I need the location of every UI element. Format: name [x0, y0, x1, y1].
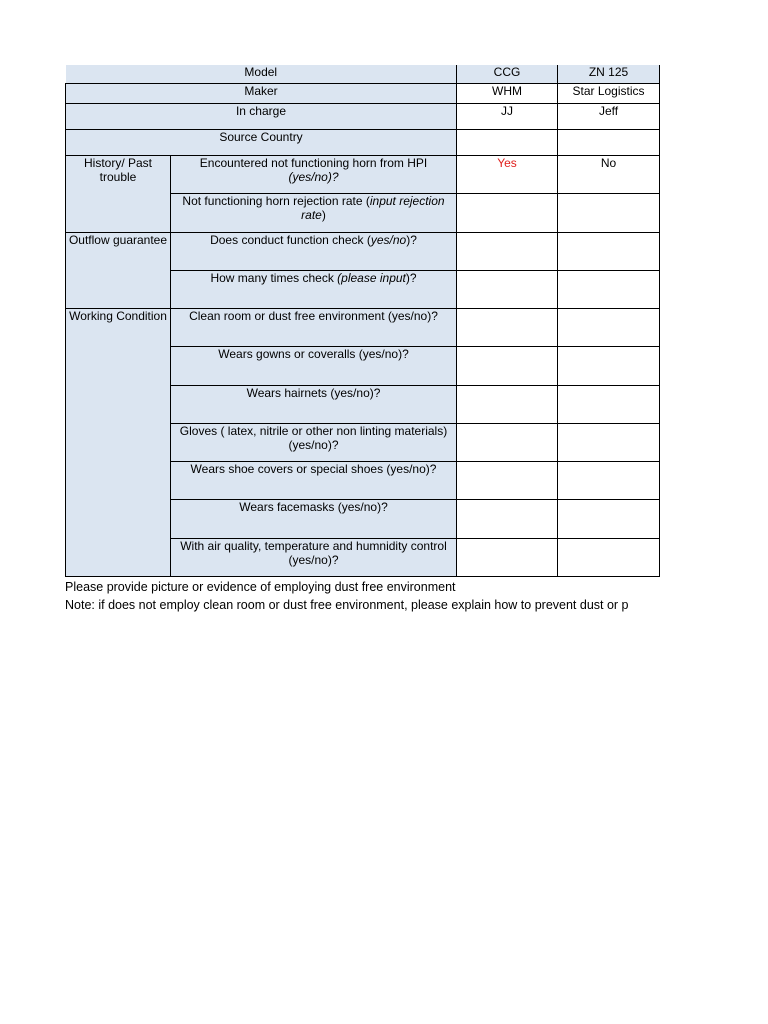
working-q6-answer-1[interactable] [457, 499, 558, 538]
working-row-1 [66, 308, 660, 346]
working-question-7: With air quality, temperature and humnidity control (yes/no)? [171, 538, 457, 576]
in-charge-row [66, 103, 660, 129]
dust-prevention-note: Note: if does not employ clean room or dust free environment, please explain how to prevent dust or p [65, 598, 629, 612]
in-charge-value-2[interactable]: Jeff [558, 103, 660, 129]
outflow-q2-answer-1[interactable] [457, 270, 558, 308]
model-value-2[interactable]: ZN 125 [558, 65, 660, 83]
supplier-survey-table [65, 65, 660, 577]
working-question-2: Wears gowns or coveralls (yes/no)? [171, 346, 457, 385]
working-q2-answer-2[interactable] [558, 346, 660, 385]
working-question-1: Clean room or dust free environment (yes/no)? [171, 308, 457, 346]
history-q1-text: Encountered not functioning horn from HPI [199, 155, 428, 170]
outflow-q1-hint: yes/no [370, 232, 407, 247]
model-label: Model [66, 65, 457, 83]
working-question-5: Wears shoe covers or special shoes (yes/no)? [171, 461, 457, 499]
working-q5-answer-1[interactable] [457, 461, 558, 499]
outflow-row-1 [66, 232, 660, 270]
in-charge-label: In charge [66, 103, 457, 129]
working-q2-answer-1[interactable] [457, 346, 558, 385]
history-q2-answer-1[interactable] [457, 193, 558, 232]
outflow-q1-answer-1[interactable] [457, 232, 558, 270]
working-q1-answer-2[interactable] [558, 308, 660, 346]
notes-block [65, 578, 659, 614]
in-charge-value-1[interactable]: JJ [457, 103, 558, 129]
working-q7-answer-2[interactable] [558, 538, 660, 576]
outflow-question-1 [171, 232, 457, 270]
outflow-q2-answer-2[interactable] [558, 270, 660, 308]
history-question-1 [171, 155, 457, 193]
survey-sheet [65, 65, 659, 577]
history-q2-answer-2[interactable] [558, 193, 660, 232]
source-country-row [66, 129, 660, 155]
working-q3-answer-2[interactable] [558, 385, 660, 423]
working-q6-answer-2[interactable] [558, 499, 660, 538]
outflow-section-label: Outflow guarantee [66, 232, 171, 308]
source-country-value-1[interactable] [457, 129, 558, 155]
source-country-label: Source Country [66, 129, 457, 155]
history-row-1 [66, 155, 660, 193]
history-q2-hint: input rejection rate [301, 193, 445, 222]
evidence-note: Please provide picture or evidence of employing dust free environment [65, 580, 456, 594]
working-question-6: Wears facemasks (yes/no)? [171, 499, 457, 538]
history-section-label: History/ Past trouble [66, 155, 171, 232]
history-question-2 [171, 193, 457, 232]
maker-value-2[interactable]: Star Logistics [558, 83, 660, 103]
history-q2-text: Not functioning horn rejection rate ( [182, 193, 370, 208]
outflow-question-2 [171, 270, 457, 308]
model-row [66, 65, 660, 83]
source-country-value-2[interactable] [558, 129, 660, 155]
history-q1-answer-1[interactable]: Yes [457, 155, 558, 193]
maker-value-1[interactable]: WHM [457, 83, 558, 103]
working-question-3: Wears hairnets (yes/no)? [171, 385, 457, 423]
working-q7-answer-1[interactable] [457, 538, 558, 576]
outflow-q1-answer-2[interactable] [558, 232, 660, 270]
working-q4-answer-1[interactable] [457, 423, 558, 461]
history-q2-tail: ) [321, 207, 326, 222]
history-q1-answer-2[interactable]: No [558, 155, 660, 193]
history-q1-hint: (yes/no)? [288, 169, 339, 184]
maker-row [66, 83, 660, 103]
outflow-q2-tail: )? [405, 270, 417, 285]
outflow-q1-text: Does conduct function check ( [210, 232, 371, 247]
working-q1-answer-1[interactable] [457, 308, 558, 346]
working-q3-answer-1[interactable] [457, 385, 558, 423]
outflow-q1-tail: )? [406, 232, 417, 247]
outflow-q2-text: How many times check [210, 270, 338, 285]
working-q5-answer-2[interactable] [558, 461, 660, 499]
working-q4-answer-2[interactable] [558, 423, 660, 461]
outflow-q2-hint: (please input [337, 270, 406, 285]
working-section-label: Working Condition [66, 308, 171, 576]
maker-label: Maker [66, 83, 457, 103]
model-value-1[interactable]: CCG [457, 65, 558, 83]
working-question-4: Gloves ( latex, nitrile or other non linting materials) (yes/no)? [171, 423, 457, 461]
